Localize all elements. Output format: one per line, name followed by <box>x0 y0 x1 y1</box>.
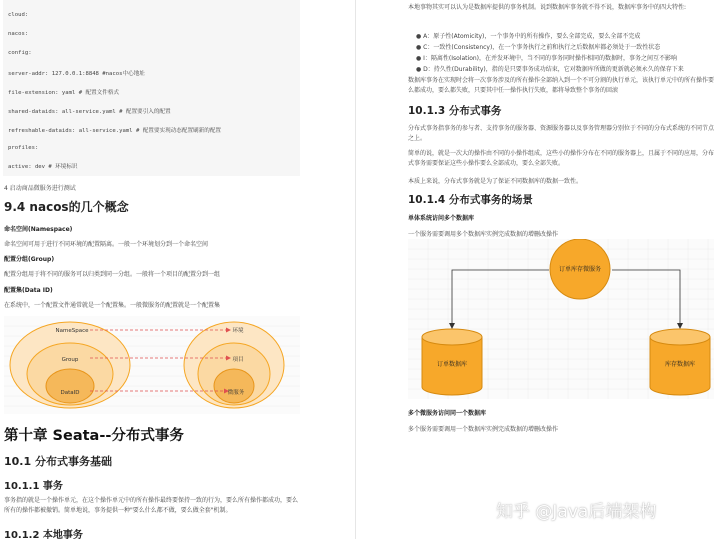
label-project: 项目 <box>232 357 244 363</box>
transaction-paragraph: 事务指的就是一个操作单元，在这个操作单元中的所有操作最终要保持一致的行为，要么所有操作都成功，要么所有的操作都被撤销。简单地说，事务提供一种"要么什么都不做，要么做全套"机制。 <box>4 497 299 514</box>
bullet-icon: ● <box>416 66 424 73</box>
code-line: cloud: <box>8 12 29 18</box>
namespace-title: 命名空间(Namespace) <box>4 226 73 233</box>
subsection-title: 10.1.1 事务 <box>4 481 63 492</box>
code-line: profiles: <box>8 145 39 151</box>
service-label: 订单库存微服务 <box>558 266 602 273</box>
bullet-icon: ● <box>416 44 424 51</box>
zhihu-watermark: 知乎 @Java后端架构 <box>496 502 657 522</box>
single-service-multi-db-diagram <box>408 239 714 399</box>
dataid-title: 配置集(Data ID) <box>4 287 53 294</box>
section-title: 10.1 分布式事务基础 <box>4 455 112 468</box>
right-page <box>360 0 720 539</box>
subsection-title: 10.1.2 本地事务 <box>4 530 83 539</box>
dataid-desc: 在系统中，一个配置文件通常就是一个配置集。一般微服务的配置就是一个配置集 <box>4 302 221 309</box>
label-env: 环境 <box>232 328 244 334</box>
code-line: active: dev # 环境标识 <box>8 164 78 170</box>
bullet-icon: ● <box>416 55 424 62</box>
label-group: Group <box>61 357 79 363</box>
acid-item: ● C：一致性(Consistency)，在一个事务执行之前和执行之后数据库都必须处于一致性状态 <box>416 44 661 51</box>
order-db-label: 订单数据库 <box>436 361 468 368</box>
code-block <box>3 0 300 176</box>
label-namespace: NameSpace <box>55 328 89 334</box>
scene2-desc: 多个服务需要调用一个数据库实例完成数据的增删改操作 <box>408 426 559 433</box>
left-page <box>0 0 356 539</box>
code-line: nacos: <box>8 31 29 37</box>
chapter-title: 第十章 Seata--分布式事务 <box>4 428 184 444</box>
group-title: 配置分组(Group) <box>4 256 55 263</box>
dataid-ellipse <box>46 369 94 403</box>
service-ellipse <box>214 369 254 403</box>
nacos-concept-diagram <box>4 316 300 414</box>
distributed-para-1: 分布式事务指事务的参与者、支持事务的服务器、资源服务器以及事务管理器分别位于不同的分布式系统的不同节点之上。 <box>408 125 715 142</box>
label-microservice: 微服务 <box>227 390 245 396</box>
code-line: config: <box>8 50 32 56</box>
scene2-title: 多个微服务访问同一个数据库 <box>408 410 487 417</box>
bullet-icon: ● <box>416 33 424 40</box>
intro-paragraph: 本地事物其实可以认为是数据库提供的事务机制。说到数据库事务就不得不说，数据库事务中的四大特性: <box>408 4 687 11</box>
section-title: 9.4 nacos的几个概念 <box>4 200 129 214</box>
scene1-title: 单体系统访问多个数据库 <box>408 215 475 222</box>
code-line: refreshable-dataids: all-service.yaml # 配置要实现动态配置刷新的配置 <box>8 128 222 134</box>
stock-db-label: 库存数据库 <box>664 361 696 368</box>
acid-item: ● D：持久性(Durability)，指的是只要事务成功结束，它对数据库所做的更新就必须永久的保存下来 <box>416 66 684 73</box>
label-dataid: DataID <box>60 390 80 396</box>
acid-summary: 数据库事务在实现时会将一次事务涉及的所有操作全部纳入到一个不可分割的执行单元，该执行单元中的所有操作要么都成功，要么都失败，只要其中任一操作执行失败，都将导致整个事务的回滚 <box>408 77 715 94</box>
code-line: server-addr: 127.0.0.1:8848 #nacos中心地址 <box>8 71 145 77</box>
subsection-title: 10.1.3 分布式事务 <box>408 105 502 117</box>
subsection-title: 10.1.4 分布式事务的场景 <box>408 194 533 206</box>
code-line: shared-dataids: all-service.yaml # 配置要引入的配置 <box>8 109 171 115</box>
acid-item: ● I：隔离性(Isolation)，在并发环境中，当不同的事务同时操作相同的数据时，事务之间互不影响 <box>416 55 678 62</box>
distributed-para-3: 本质上来说，分布式事务就是为了保证不同数据库的数据一致性。 <box>408 178 583 185</box>
namespace-desc: 命名空间可用于进行不同环境的配置隔离。一般一个环境划分到一个命名空间 <box>4 241 209 248</box>
acid-item: ● A：原子性(Atomicity)，一个事务中的所有操作，要么全部完成，要么全部不完成 <box>416 33 641 40</box>
step-text: 4 启动商品微服务进行测试 <box>4 185 76 192</box>
code-line: file-extension: yaml # 配置文件格式 <box>8 90 120 96</box>
scene1-desc: 一个服务需要调用多个数据库实例完成数据的增删改操作 <box>408 231 559 238</box>
distributed-para-2: 简单的说，就是一次大的操作由不同的小操作组成，这些小的操作分布在不同的服务器上，且属于不同的应用，分布式事务需要保证这些小操作要么全部成功，要么全部失败。 <box>408 150 715 167</box>
group-desc: 配置分组用于将不同的服务可以归类到同一分组。一般将一个项目的配置分到一组 <box>4 271 221 278</box>
